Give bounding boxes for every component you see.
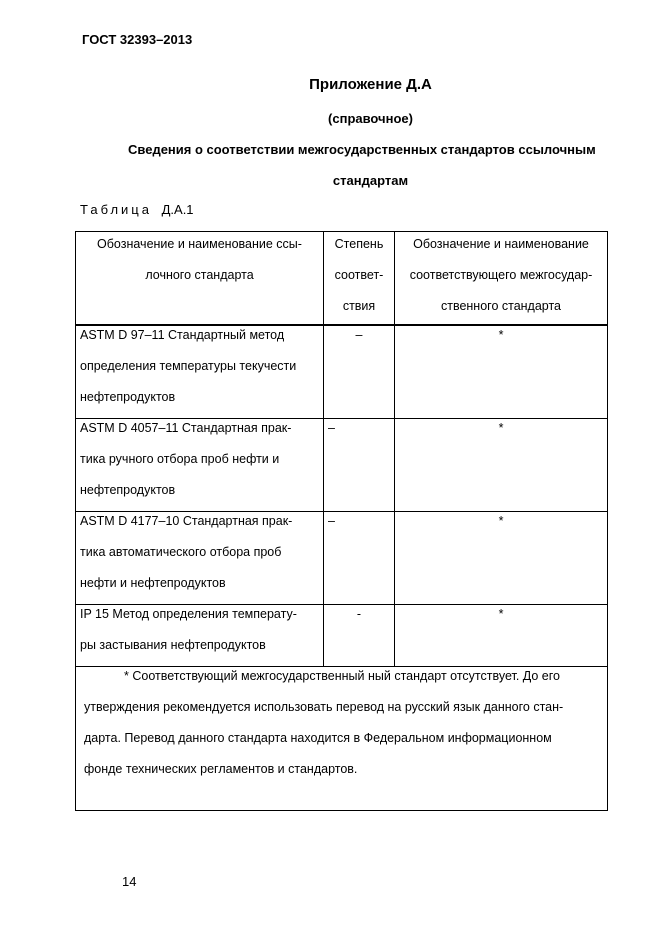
header-text: соответ- [334,268,384,282]
degree-cell [324,419,395,512]
interstate-standard-cell [395,512,608,605]
header-text: ствия [342,299,376,313]
note-text: фонде технических регламентов и стандартов. [84,762,358,776]
header-text: Обозначение и наименование ссы- [97,237,302,251]
table-row [76,419,608,512]
reference-text: нефтепродуктов [80,390,176,404]
header-cell-interstate-standard [395,232,608,326]
header-text: ственного стандарта [440,299,562,313]
header-text: лочного стандарта [145,268,254,282]
reference-text: нефтепродуктов [80,483,176,497]
interstate-value: * [498,328,504,342]
header-text: Обозначение и наименование [413,237,589,251]
reference-text: IP 15 Метод определения температу- [80,607,297,621]
correspondence-table [75,231,608,811]
degree-cell [324,325,395,419]
degree-value: – [355,328,363,342]
table-header-row [76,232,608,326]
reference-text: тика ручного отбора проб нефти и [80,452,280,466]
header-cell-reference-standard [76,232,324,326]
table-caption-label: Таблица [80,202,152,217]
page-number: 14 [122,874,137,889]
degree-cell [324,605,395,667]
header-text: Степень [334,237,384,251]
appendix-heading-line-1: Сведения о соответствии межгосударственных стандартов ссылочным [128,142,596,157]
reference-text: ры застывания нефтепродуктов [80,638,266,652]
note-text: дарта. Перевод данного стандарта находится в Федеральном информационном [84,731,552,745]
reference-standard-cell [76,605,324,667]
appendix-type: (справочное) [328,111,413,126]
reference-standard-cell [76,325,324,419]
interstate-value: * [498,421,504,435]
degree-value: – [328,421,335,435]
reference-text: ASTM D 4177–10 Стандартная прак- [80,514,293,528]
document-code: ГОСТ 32393–2013 [82,32,193,47]
table-row [76,512,608,605]
interstate-standard-cell [395,419,608,512]
header-text: соответствующего межгосудар- [409,268,593,282]
header-cell-degree [324,232,395,326]
reference-text: тика автоматического отбора проб [80,545,282,559]
table-note-cell [76,667,608,811]
note-text: * Соответствующий межгосударственный ный стандарт отсутствует. До его [124,669,560,683]
table-note-row [76,667,608,811]
interstate-value: * [498,607,504,621]
degree-value: - [356,607,362,621]
table-row [76,605,608,667]
table-row [76,325,608,419]
reference-text: ASTM D 4057–11 Стандартная прак- [80,421,292,435]
interstate-value: * [498,514,504,528]
reference-standard-cell [76,419,324,512]
reference-standard-cell [76,512,324,605]
degree-value: – [328,514,335,528]
reference-text: ASTM D 97–11 Стандартный метод [80,328,285,342]
interstate-standard-cell [395,605,608,667]
appendix-title: Приложение Д.А [309,76,432,93]
degree-cell [324,512,395,605]
interstate-standard-cell [395,325,608,419]
reference-text: нефти и нефтепродуктов [80,576,226,590]
table-caption [80,202,194,217]
note-text: утверждения рекомендуется использовать перевод на русский язык данного стан- [84,700,564,714]
appendix-heading-line-2: стандартам [332,173,409,188]
reference-text: определения температуры текучести [80,359,297,373]
table-caption-number: Д.А.1 [161,202,194,217]
